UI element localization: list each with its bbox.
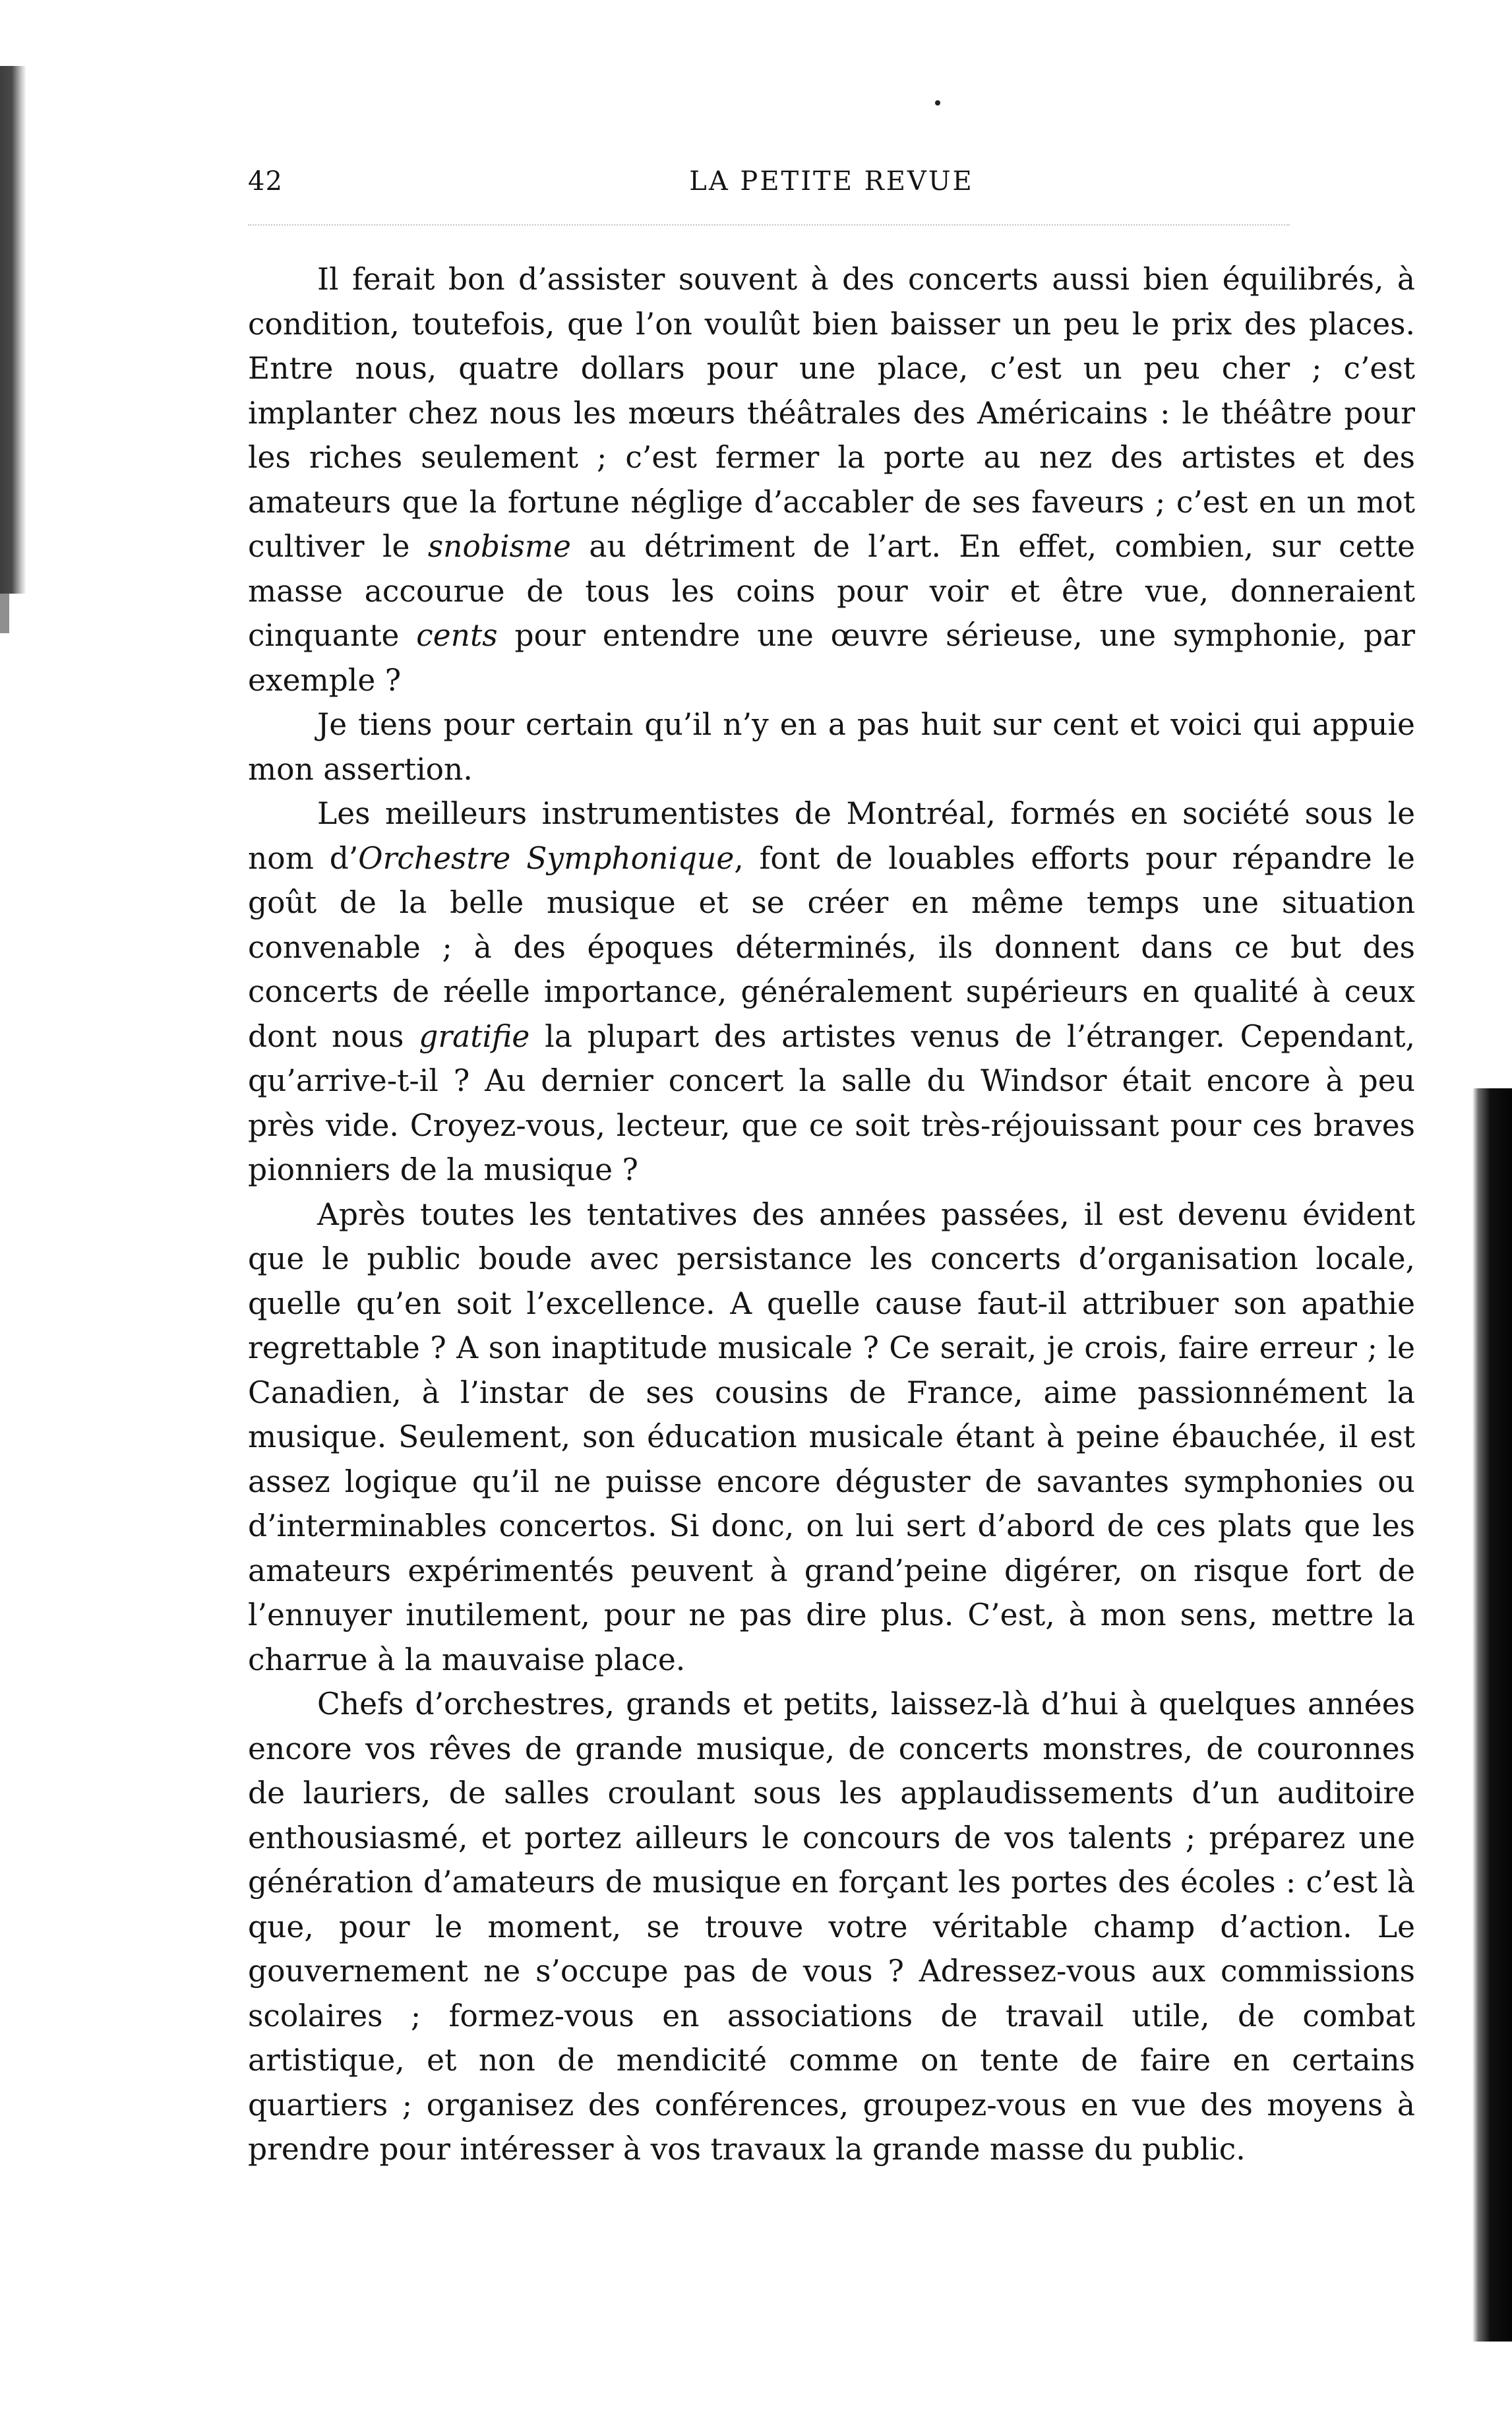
paragraph-text: la plupart des artistes venus de l’étranger. Cependant, qu’arrive-t-il ? Au dernier concert la salle du Windsor était encore à peu près vide. Croyez-vous, lecteur, que ce soit très-réjouissant pour ces braves pionniers de la musique ? [248, 1018, 1415, 1187]
paragraph [248, 702, 1415, 792]
ink-speck [935, 100, 940, 106]
page-number: 42 [248, 166, 283, 197]
paragraph-text: Chefs d’orchestres, grands et petits, laissez-là d’hui à quelques années encore vos rêves de grande musique, de concerts monstres, de couronnes de lauriers, de salles croulant sous les applaudissements d’un auditoire enthousiasmé, et portez ailleurs le concours de vos talents ; préparez une génération d’amateurs de musique en forçant les portes des écoles : c’est là que, pour le moment, se trouve votre véritable champ d’action. Le gouvernement ne s’occupe pas de vous ? Adressez-vous aux commissions scolaires ; formez-vous en associations de travail utile, de combat artistique, et non de mendicité comme on tente de faire en certains quartiers ; organisez des conférences, groupez-vous en vue des moyens à prendre pour intéresser à vos travaux la grande masse du public. [248, 1687, 1415, 2167]
paragraph [248, 1682, 1415, 2172]
header-rule [248, 224, 1290, 226]
italic-term: cents [416, 618, 498, 653]
left-scan-edge-mark [0, 594, 9, 633]
paragraph [248, 792, 1415, 1193]
paragraph-text: Après toutes les tentatives des années passées, il est devenu évident que le public boude avec persistance les concerts d’organisation locale, quelle qu’en soit l’excellence. A quelle cause faut-il attribuer son apathie regrettable ? A son inaptitude musicale ? Ce serait, je crois, faire erreur ; le Canadien, à l’instar de ses cousins de France, aime passionnément la musique. Seulement, son éducation musicale étant à peine ébauchée, il est assez logique qu’il ne puisse encore déguster de savantes symphonies ou d’interminables concertos. Si donc, on lui sert d’abord de ces plats que les amateurs expérimentés peuvent à grand’peine digérer, on risque fort de l’ennuyer inutilement, pour ne pas dire plus. C’est, à mon sens, mettre la charrue à la mauvaise place. [248, 1196, 1415, 1677]
italic-term: gratifie [419, 1018, 530, 1054]
italic-term: snobisme [427, 529, 571, 564]
paragraph [248, 1193, 1415, 1683]
running-title: LA PETITE REVUE [689, 166, 974, 197]
paragraph [248, 257, 1415, 702]
paragraph-text: au détriment de l’art. En effet, combien, sur cette masse accourue de tous les coins pour voir et être vue, donneraient cinquante [248, 529, 1415, 653]
paragraph-text: , font de louables efforts pour répandre le goût de la belle musique et se créer en même temps une situation convenable ; à des époques déterminés, ils donnent dans ce but des concerts de réelle importance, généralement supérieurs en qualité à ceux dont nous [248, 840, 1415, 1054]
paragraph-text: Je tiens pour certain qu’il n’y en a pas huit sur cent et voici qui appuie mon assertion. [248, 707, 1415, 787]
body-text [248, 257, 1415, 2172]
italic-term: Orchestre Symphonique [358, 840, 735, 876]
paragraph-text: Les meilleurs instrumentistes de Montréal, formés en société sous le nom d’ [248, 796, 1415, 876]
right-scan-edge [1472, 1088, 1512, 2342]
paragraph-text: pour entendre une œuvre sérieuse, une symphonie, par exemple ? [248, 618, 1415, 698]
left-scan-edge [0, 66, 26, 594]
page-header [248, 166, 1415, 212]
paragraph-text: Il ferait bon d’assister souvent à des concerts aussi bien équilibrés, à condition, toutefois, que l’on voulût bien baisser un peu le prix des places. Entre nous, quatre dollars pour une place, c’est un peu cher ; c’est implanter chez nous les mœurs théâtrales des Américains : le théâtre pour les riches seulement ; c’est fermer la porte au nez des artistes et des amateurs que la fortune néglige d’accabler de ses faveurs ; c’est en un mot cultiver le [248, 262, 1415, 564]
